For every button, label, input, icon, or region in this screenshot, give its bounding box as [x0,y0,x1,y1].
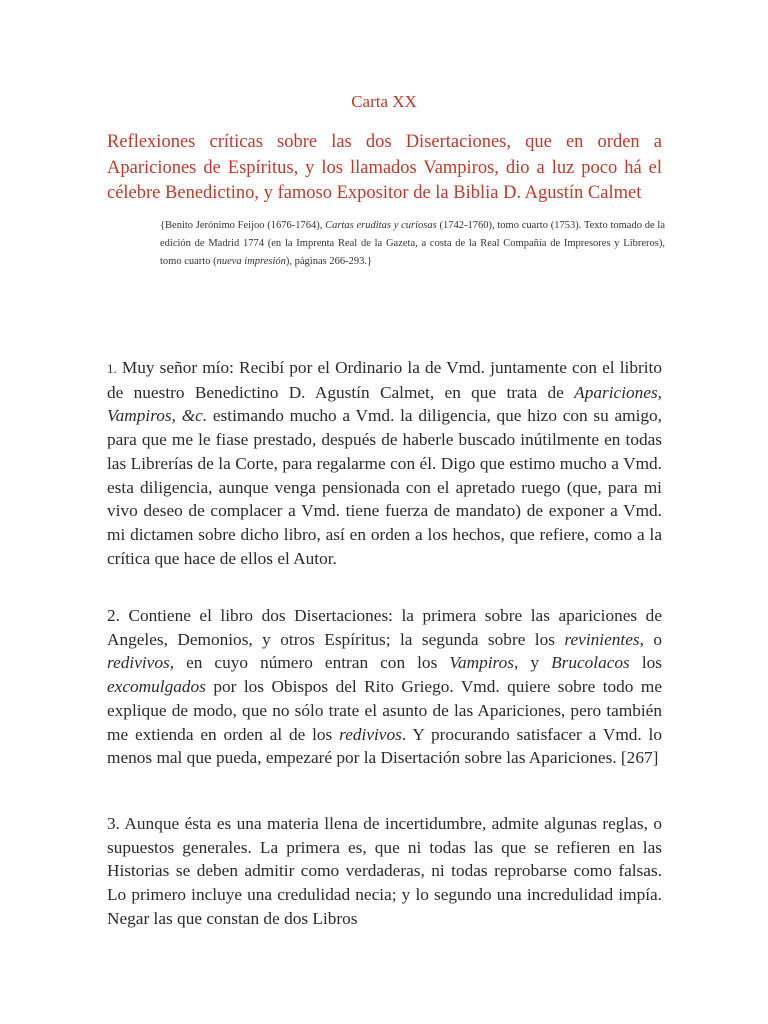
paragraph-italic: redivivos [107,653,170,673]
paragraph-italic: revinientes [564,629,640,649]
citation-italic-title: Cartas eruditas y curiosas [325,220,437,231]
paragraph-2 [107,604,662,770]
paragraph-text: estimando mucho a Vmd. la diligencia, que hizo con su amigo, para que me le fiase prestado, después de haberle buscado inútilmente en todas las Librerías de la Corte, para regalarme con él. Digo que estimo mucho a Vmd. esta diligencia, aunque venga pensionada con el apretado ruego (que, para mi vivo deseo de complacer a Vmd. tiene fuerza de mandato) de exponer a Vmd. mi dictamen sobre dicho libro, así en orden a los hechos, que refiere, como a la crítica que hace de ellos el Autor. [107,406,662,568]
citation-text: ), páginas 266-293.} [285,256,372,267]
paragraph-text: . Y procurando satisfacer a Vmd. lo menos mal que pueda, empezaré por la Disertación sobre las Apariciones. [267] [107,724,663,768]
paragraph-text: 2. Contiene el libro dos Disertaciones: la primera sobre las apariciones de Angeles, Demonios, y otros Espíritus; la segunda sobre los [107,606,662,649]
paragraph-italic: Apariciones, Vampiros, &c. [107,382,662,426]
paragraph-italic: excomulgados [107,677,206,697]
paragraph-text: por los Obispos del Rito Griego. Vmd. quiere sobre todo me explique de modo, que no sólo trate el asunto de las Apariciones, pero también me extienda en orden al de los [107,677,662,744]
citation-text: (1742-1760), tomo cuarto (1753). Texto tomado de la edición de Madrid 1774 (en la Imprenta Real de la Gazeta, a costa de la Real Compañía de Impresores y Libreros), tomo cuarto ( [160,220,665,267]
paragraph-italic: Vampiros [449,653,514,673]
citation-text: {Benito Jerónimo Feijoo (1676-1764), [160,220,326,231]
paragraph-text: Muy señor mío: Recibí por el Ordinario la de Vmd. juntamente con el librito de nuestro Benedictino D. Agustín Calmet, en que trata de [107,358,662,402]
paragraph-italic: redivivos [339,724,402,744]
paragraph-number: 1. [107,361,117,376]
paragraph-3 [107,812,662,931]
source-citation [160,217,665,271]
letter-title: Carta XX [351,92,417,111]
paragraph-text: , en cuyo número entran con los [169,653,450,673]
citation-italic-edition: nueva impresión [216,256,286,267]
paragraph-text: , o [639,629,663,649]
letter-subtitle: Reflexiones críticas sobre las dos Disertaciones, que en orden a Apariciones de Espíritus, y los llamados Vampiros, dio a luz poco há el célebre Benedictino, y famoso Expositor de la Biblia D. Agustín Calmet [107,132,662,203]
paragraph-1 [107,356,662,570]
paragraph-text: los [629,653,662,673]
paragraph-text: , y [514,653,552,673]
paragraph-text: 3. Aunque ésta es una materia llena de incertidumbre, admite algunas reglas, o supuestos generales. La primera es, que ni todas las que se refieren en las Historias se deben admitir como verdaderas, ni todas reprobarse como falsas. Lo primero incluye una credulidad necia; y lo segundo una incredulidad impía. Negar las que constan de dos Libros [107,814,662,928]
paragraph-italic: Brucolacos [551,653,630,673]
